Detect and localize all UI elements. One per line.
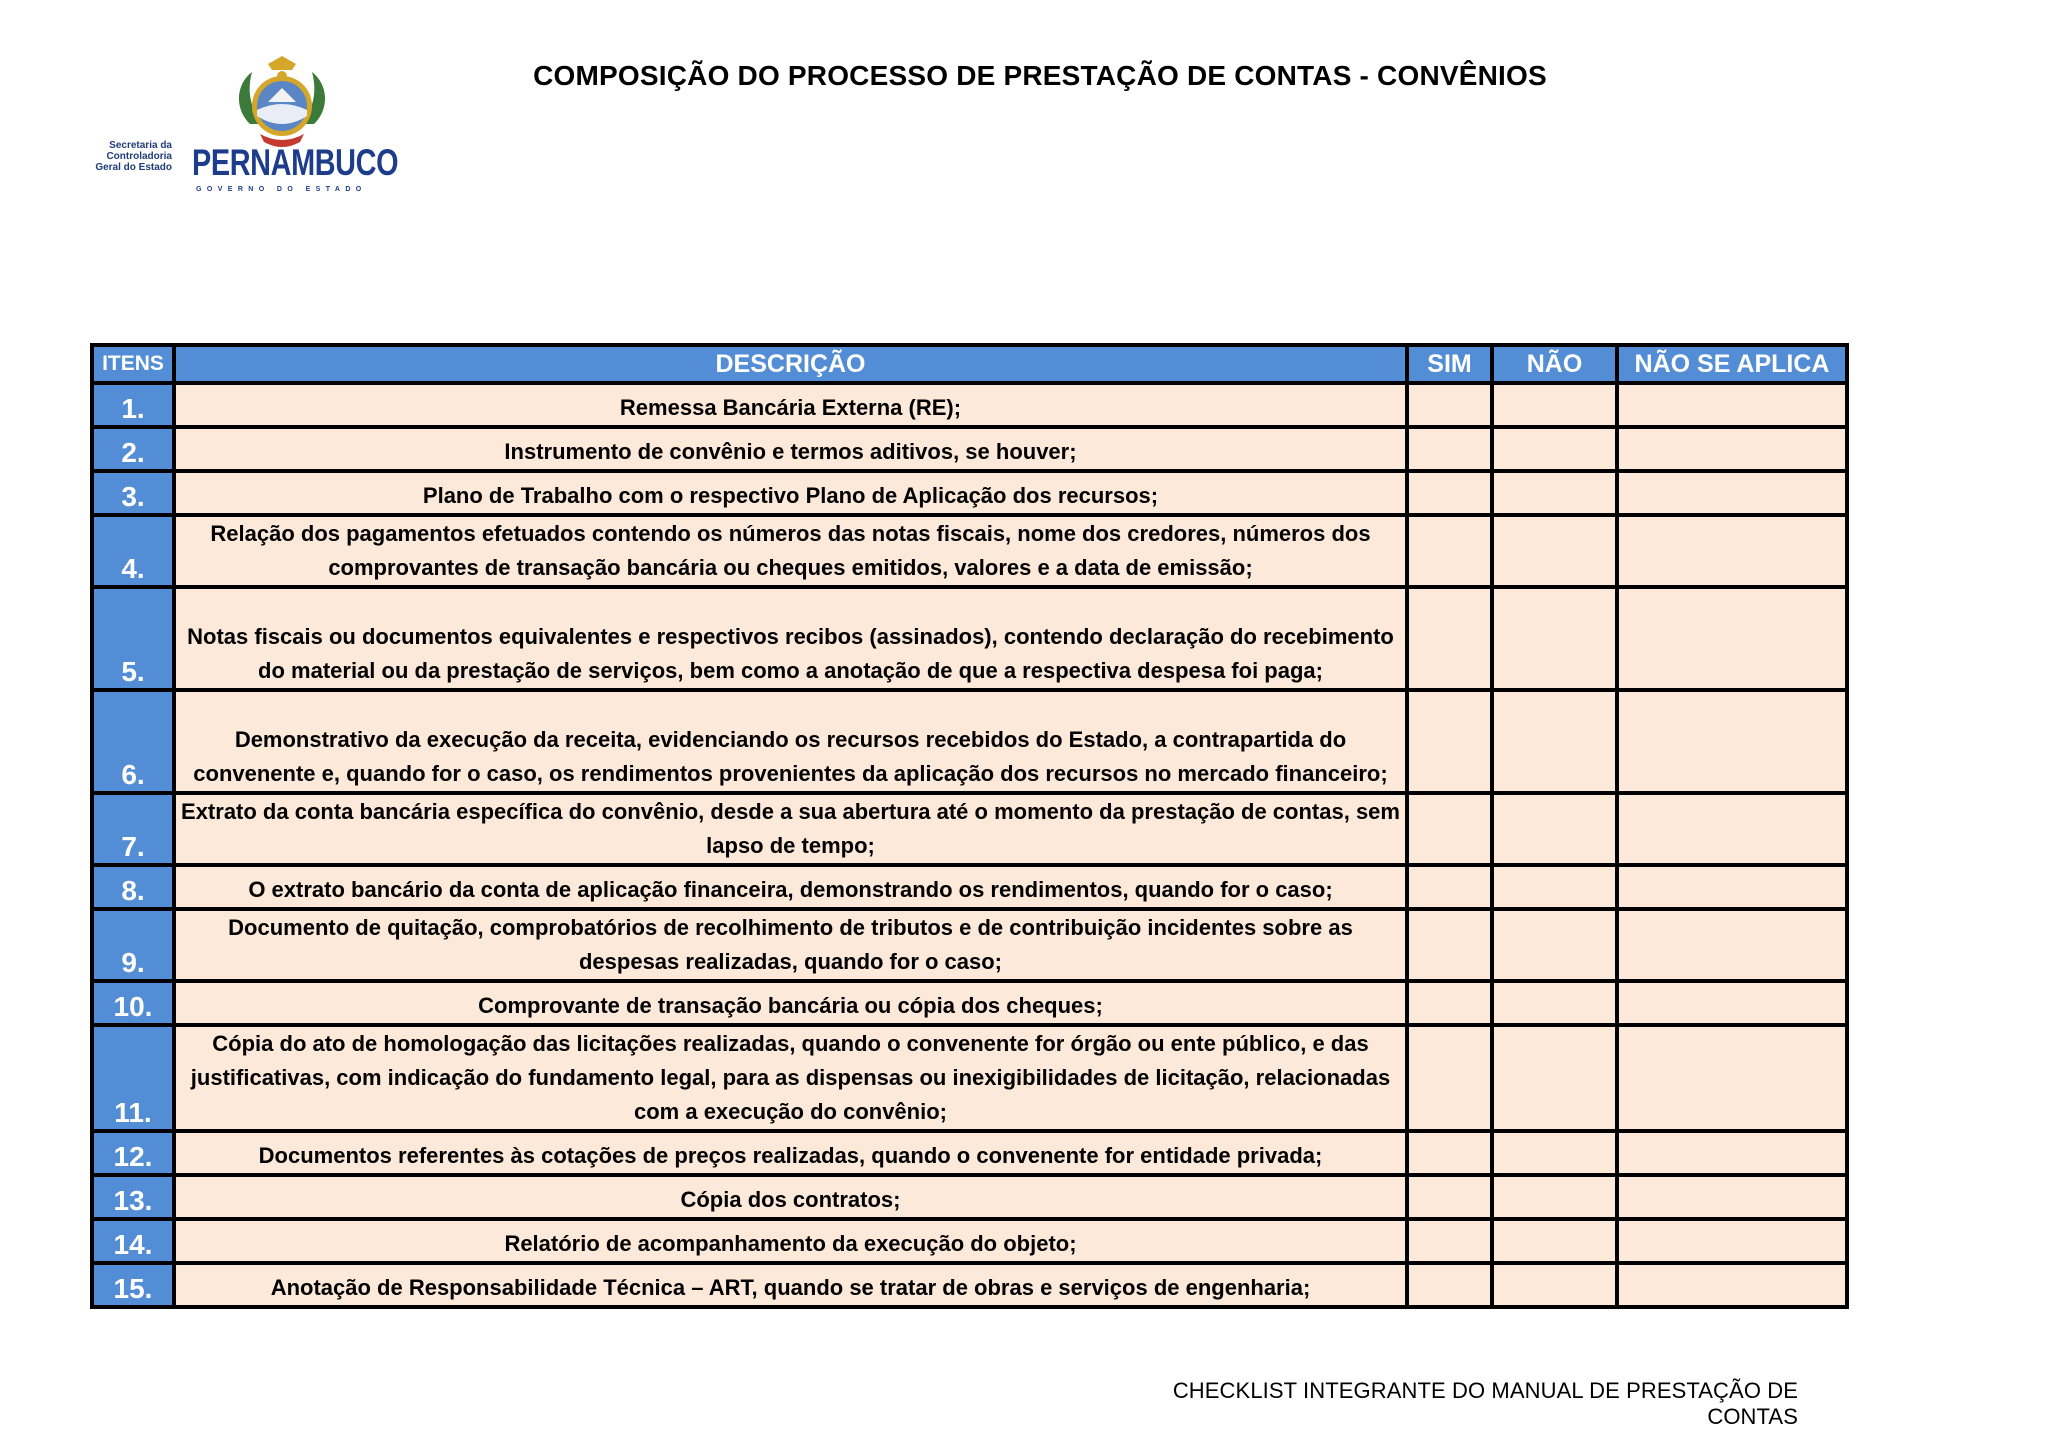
state-subtitle: GOVERNO DO ESTADO: [196, 186, 367, 193]
column-header-itens: ITENS: [92, 345, 174, 383]
column-header-nao: NÃO: [1492, 345, 1617, 383]
check-nao[interactable]: [1492, 383, 1617, 427]
check-nao-se-aplica[interactable]: [1617, 1131, 1847, 1175]
checklist-table: [90, 343, 1849, 1309]
item-description: Comprovante de transação bancária ou cópia dos cheques;: [174, 981, 1407, 1025]
table-row: [92, 471, 1847, 515]
item-description: Relação dos pagamentos efetuados contendo os números das notas fiscais, nome dos credores, números dos comprovantes de transação bancária ou cheques emitidos, valores e a data de emissão;: [174, 515, 1407, 587]
check-nao[interactable]: [1492, 981, 1617, 1025]
item-description: Cópia do ato de homologação das licitações realizadas, quando o convenente for órgão ou ente público, e das justificativas, com indicação do fundamento legal, para as dispensas ou inexigibilidades de licitação, relacionadas com a execução do convênio;: [174, 1025, 1407, 1131]
column-header-descricao: DESCRIÇÃO: [174, 345, 1407, 383]
item-description: Demonstrativo da execução da receita, evidenciando os recursos recebidos do Estado, a contrapartida do convenente e, quando for o caso, os rendimentos provenientes da aplicação dos recursos no mercado financeiro;: [174, 690, 1407, 793]
check-nao-se-aplica[interactable]: [1617, 793, 1847, 865]
item-number: 4.: [92, 515, 174, 587]
item-number: 13.: [92, 1175, 174, 1219]
item-description: Instrumento de convênio e termos aditivos, se houver;: [174, 427, 1407, 471]
page-title: COMPOSIÇÃO DO PROCESSO DE PRESTAÇÃO DE CONTAS - CONVÊNIOS: [533, 60, 1547, 91]
item-description: Anotação de Responsabilidade Técnica – ART, quando se tratar de obras e serviços de engenharia;: [174, 1263, 1407, 1307]
org-line-1: Secretaria da: [109, 140, 172, 151]
item-description: Remessa Bancária Externa (RE);: [174, 383, 1407, 427]
check-nao-se-aplica[interactable]: [1617, 981, 1847, 1025]
table-row: [92, 1175, 1847, 1219]
check-sim[interactable]: [1407, 1219, 1492, 1263]
check-sim[interactable]: [1407, 587, 1492, 690]
item-number: 9.: [92, 909, 174, 981]
item-description: Relatório de acompanhamento da execução do objeto;: [174, 1219, 1407, 1263]
check-nao[interactable]: [1492, 909, 1617, 981]
item-description: Documento de quitação, comprobatórios de recolhimento de tributos e de contribuição incidentes sobre as despesas realizadas, quando for o caso;: [174, 909, 1407, 981]
check-sim[interactable]: [1407, 383, 1492, 427]
check-sim[interactable]: [1407, 427, 1492, 471]
check-nao-se-aplica[interactable]: [1617, 1025, 1847, 1131]
check-sim[interactable]: [1407, 1131, 1492, 1175]
check-nao-se-aplica[interactable]: [1617, 471, 1847, 515]
item-description: Plano de Trabalho com o respectivo Plano de Aplicação dos recursos;: [174, 471, 1407, 515]
table-row: [92, 909, 1847, 981]
check-nao-se-aplica[interactable]: [1617, 1219, 1847, 1263]
check-nao[interactable]: [1492, 1219, 1617, 1263]
item-number: 3.: [92, 471, 174, 515]
table-row: [92, 865, 1847, 909]
item-number: 1.: [92, 383, 174, 427]
table-row: [92, 515, 1847, 587]
table-row: [92, 1263, 1847, 1307]
check-sim[interactable]: [1407, 515, 1492, 587]
check-sim[interactable]: [1407, 471, 1492, 515]
item-description: Notas fiscais ou documentos equivalentes e respectivos recibos (assinados), contendo declaração do recebimento do material ou da prestação de serviços, bem como a anotação de que a respectiva despesa foi paga;: [174, 587, 1407, 690]
table-row: [92, 981, 1847, 1025]
check-nao-se-aplica[interactable]: [1617, 690, 1847, 793]
state-name: PERNAMBUCO: [192, 142, 399, 183]
check-sim[interactable]: [1407, 909, 1492, 981]
check-nao[interactable]: [1492, 427, 1617, 471]
table-row: [92, 383, 1847, 427]
column-header-sim: SIM: [1407, 345, 1492, 383]
check-nao-se-aplica[interactable]: [1617, 427, 1847, 471]
check-sim[interactable]: [1407, 690, 1492, 793]
item-number: 10.: [92, 981, 174, 1025]
check-nao[interactable]: [1492, 690, 1617, 793]
check-sim[interactable]: [1407, 1025, 1492, 1131]
item-description: Cópia dos contratos;: [174, 1175, 1407, 1219]
check-nao[interactable]: [1492, 865, 1617, 909]
item-number: 11.: [92, 1025, 174, 1131]
check-sim[interactable]: [1407, 793, 1492, 865]
table-row: [92, 690, 1847, 793]
check-nao[interactable]: [1492, 793, 1617, 865]
item-description: Extrato da conta bancária específica do convênio, desde a sua abertura até o momento da prestação de contas, sem lapso de tempo;: [174, 793, 1407, 865]
check-nao[interactable]: [1492, 1025, 1617, 1131]
item-number: 12.: [92, 1131, 174, 1175]
item-number: 6.: [92, 690, 174, 793]
check-nao-se-aplica[interactable]: [1617, 1263, 1847, 1307]
table-row: [92, 1131, 1847, 1175]
check-sim[interactable]: [1407, 981, 1492, 1025]
check-sim[interactable]: [1407, 1263, 1492, 1307]
table-row: [92, 793, 1847, 865]
item-description: Documentos referentes às cotações de preços realizadas, quando o convenente for entidade privada;: [174, 1131, 1407, 1175]
table-row: [92, 427, 1847, 471]
check-nao[interactable]: [1492, 587, 1617, 690]
item-number: 8.: [92, 865, 174, 909]
org-line-3: Geral do Estado: [95, 162, 172, 173]
item-number: 2.: [92, 427, 174, 471]
check-nao-se-aplica[interactable]: [1617, 515, 1847, 587]
check-nao[interactable]: [1492, 471, 1617, 515]
pernambuco-crest-icon: [230, 54, 334, 154]
table-row: [92, 1219, 1847, 1263]
check-sim[interactable]: [1407, 865, 1492, 909]
check-nao[interactable]: [1492, 1263, 1617, 1307]
check-nao-se-aplica[interactable]: [1617, 587, 1847, 690]
column-header-nao-se-aplica: NÃO SE APLICA: [1617, 345, 1847, 383]
check-nao-se-aplica[interactable]: [1617, 383, 1847, 427]
pernambuco-logo: [88, 54, 399, 194]
table-row: [92, 1025, 1847, 1131]
check-nao[interactable]: [1492, 515, 1617, 587]
item-number: 5.: [92, 587, 174, 690]
check-nao[interactable]: [1492, 1175, 1617, 1219]
item-number: 7.: [92, 793, 174, 865]
footer-note: CHECKLIST INTEGRANTE DO MANUAL DE PRESTAÇÃO DE CONTAS: [1172, 1378, 1798, 1429]
check-nao-se-aplica[interactable]: [1617, 865, 1847, 909]
table-header-row: [92, 345, 1847, 383]
item-number: 14.: [92, 1219, 174, 1263]
table-row: [92, 587, 1847, 690]
item-number: 15.: [92, 1263, 174, 1307]
check-nao[interactable]: [1492, 1131, 1617, 1175]
org-line-2: Controladoria: [106, 151, 172, 162]
check-sim[interactable]: [1407, 1175, 1492, 1219]
check-nao-se-aplica[interactable]: [1617, 909, 1847, 981]
item-description: O extrato bancário da conta de aplicação financeira, demonstrando os rendimentos, quando for o caso;: [174, 865, 1407, 909]
check-nao-se-aplica[interactable]: [1617, 1175, 1847, 1219]
org-name: [88, 140, 172, 173]
